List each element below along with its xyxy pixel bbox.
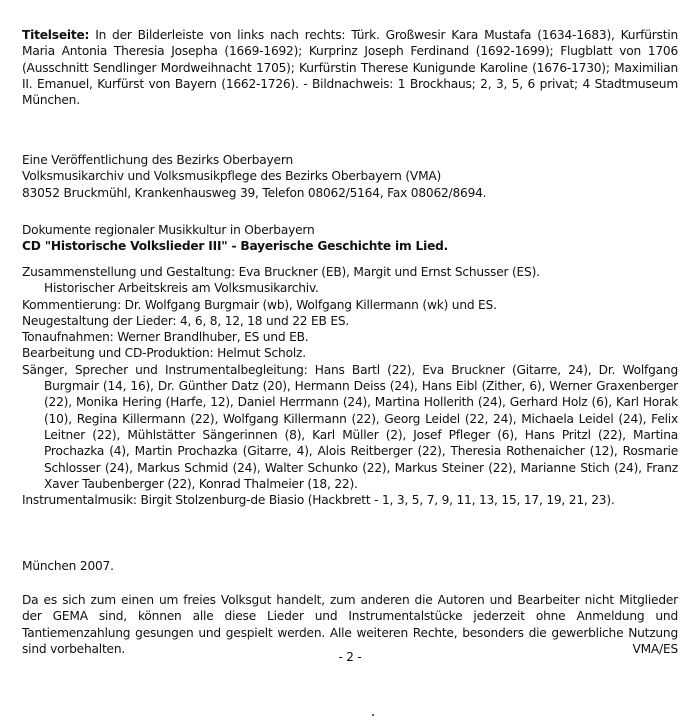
- rights-text: Da es sich zum einen um freies Volksgut handelt, zum anderen die Autoren und Bearbeiter nicht Mitglieder der GEMA sind, können alle diese Lieder und Instrumentalstücke jederzeit ohne Anmeldung und Tantiemenzahlung gesungen und gespielt werden. Alle weiteren Rechte, besonders die gewerbliche Nutzung sind vorbehalten.: [22, 593, 678, 656]
- credit-performers: Sänger, Sprecher und Instrumentalbegleitung: Hans Bartl (22), Eva Bruckner (Gitarre, 24), Dr. Wolfgang Burgmair (14, 16), Dr. Günther Datz (20), Hermann Deiss (24), Hans Eibl (Zither, 6), Werner Graxenberger (22), Monika Hering (Harfe, 12), Daniel Herrmann (24), Martina Hollerith (24), Gerhard Holz (6), Karl Horak (10), Regina Killermann (22), Wolfgang Killermann (22), Georg Leidel (22, 24), Michaela Leidel (24), Felix Leitner (22), Mühlstätter Sängerinnen (8), Karl Müller (2), Josef Pfleger (6), Hans Pritzl (22), Martina Prochazka (4), Martin Prochazka (Gitarre, 4), Alois Reitberger (22), Theresia Rothenaicher (12), Rosmarie Schlosser (24), Markus Schmid (24), Walter Schunko (22), Markus Steiner (22), Marianne Stich (24), Franz Xaver Taubenberger (22), Konrad Thalmeier (18, 22).: [22, 362, 678, 491]
- documents-series: Dokumente regionaler Musikkultur in Oberbayern: [22, 223, 315, 237]
- cd-title: CD "Historische Volkslieder III" - Bayerische Geschichte im Lied.: [22, 239, 449, 254]
- caption-text: In der Bilderleiste von links nach rechts: Türk. Großwesir Kara Mustafa (1634-1683), Kurfürstin Maria Antonia Theresia Josepha (1669-1692); Kurprinz Joseph Ferdinand (1692-1699); Flugblatt von 1706 (Ausschnitt Sendlinger Mordweihnacht 1705); Kurfürstin Therese Kunigunde Karoline (1676-1730); Maximilian II. Emanuel, Kurfürst von Bayern (1662-1726). - Bildnachweis: 1 Brockhaus; 2, 3, 5, 6 privat; 4 Stadtmuseum München.: [22, 28, 678, 108]
- date-line: München 2007.: [22, 559, 114, 573]
- publisher-line-1: Eine Veröffentlichung des Bezirks Oberbayern: [22, 153, 293, 167]
- credit-production: Bearbeitung und CD-Produktion: Helmut Scholz.: [22, 346, 306, 361]
- credits-block: [22, 264, 678, 508]
- caption-label: Titelseite:: [22, 28, 90, 42]
- credit-compilation-sub: Historischer Arbeitskreis am Volksmusikarchiv.: [44, 281, 319, 296]
- rights-signature: VMA/ES: [632, 641, 678, 656]
- rights-notice: [22, 592, 678, 657]
- credit-instrumental: Instrumentalmusik: Birgit Stolzenburg-de Biasio (Hackbrett - 1, 3, 5, 7, 9, 11, 13, 15, 17, 19, 21, 23).: [22, 493, 615, 508]
- credit-recordings: Tonaufnahmen: Werner Brandlhuber, ES und EB.: [22, 330, 309, 345]
- scan-speck: [372, 714, 374, 716]
- credit-rearrangement: Neugestaltung der Lieder: 4, 6, 8, 12, 18 und 22 EB ES.: [22, 313, 350, 328]
- page-number: - 2 -: [338, 650, 362, 664]
- publisher-line-2: Volksmusikarchiv und Volksmusikpflege des Bezirks Oberbayern (VMA): [22, 169, 442, 184]
- publisher-block: [22, 152, 678, 201]
- documents-block: [22, 222, 678, 255]
- credit-commentary: Kommentierung: Dr. Wolfgang Burgmair (wb), Wolfgang Killermann (wk) und ES.: [22, 297, 497, 312]
- publisher-line-3: 83052 Bruckmühl, Krankenhausweg 39, Telefon 08062/5164, Fax 08062/8694.: [22, 185, 487, 200]
- credit-compilation: Zusammenstellung und Gestaltung: Eva Bruckner (EB), Margit und Ernst Schusser (ES).: [22, 265, 540, 279]
- title-page-caption: [22, 27, 678, 108]
